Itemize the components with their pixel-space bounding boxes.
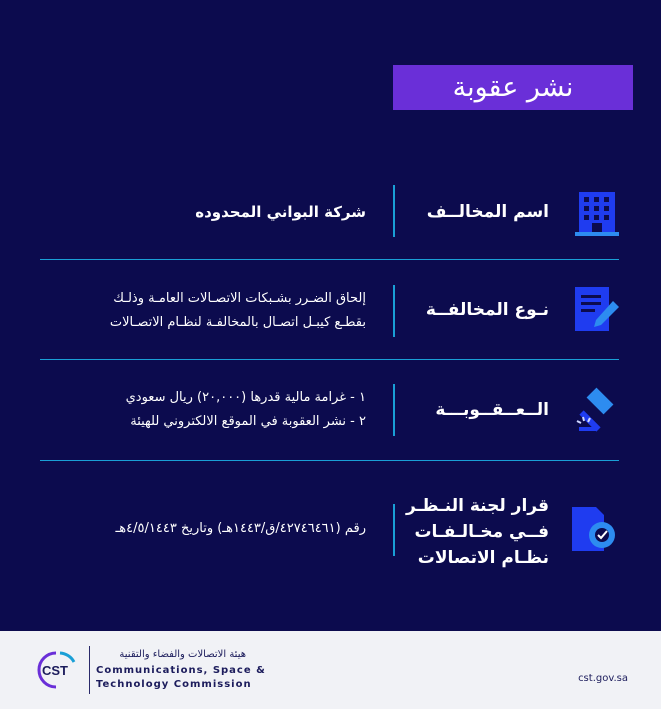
gavel-icon [573,387,621,435]
website-link[interactable]: cst.gov.sa [578,673,628,684]
logo-text: CST [42,663,68,678]
decision-label: قرار لجنة النـظـر فــي مخـالـفـات نظـام الاتصالات [406,496,549,568]
penalty-value: ١ - غرامة مالية قدرها (٢٠,٠٠٠) ريال سعودي ٢ - نشر العقوبة في الموقع الالكتروني للهيئة [125,390,366,429]
section-divider [40,259,619,260]
violator-label: اسم المخالــف [426,202,549,222]
row-divider [393,384,395,436]
violation-type-value: إلحاق الضـرر بشـبكات الاتصـالات العامـة وذلـك بقطـع كيبـل اتصـال بالمخالفـة لنظـام الاتصـالات [109,291,366,330]
penalty-label: الــعــقــوبـــة [435,400,549,420]
building-icon [573,190,621,238]
logo-separator [89,646,90,694]
row-divider [393,504,395,556]
org-name-english: Communications, Space & Technology Commission [96,665,266,690]
document-edit-icon [573,285,621,333]
page-title: نشر عقوبة [393,65,633,110]
section-divider [40,359,619,360]
cst-logo [34,650,82,690]
row-divider [393,285,395,337]
violation-type-label: نـوع المخالفــة [425,300,549,320]
org-name-arabic: هيئة الاتصالات والفضاء والتقنية [119,649,246,660]
row-divider [393,185,395,237]
settings-check-icon [570,505,618,553]
decision-value: رقم (٤٢٧٤٦٤٦١/ق/١٤٤٣هـ) وتاريخ ٤/٥/١٤٤٣هـ [115,521,366,536]
section-divider [40,460,619,461]
violator-value: شركة البواني المحدوده [195,203,366,221]
